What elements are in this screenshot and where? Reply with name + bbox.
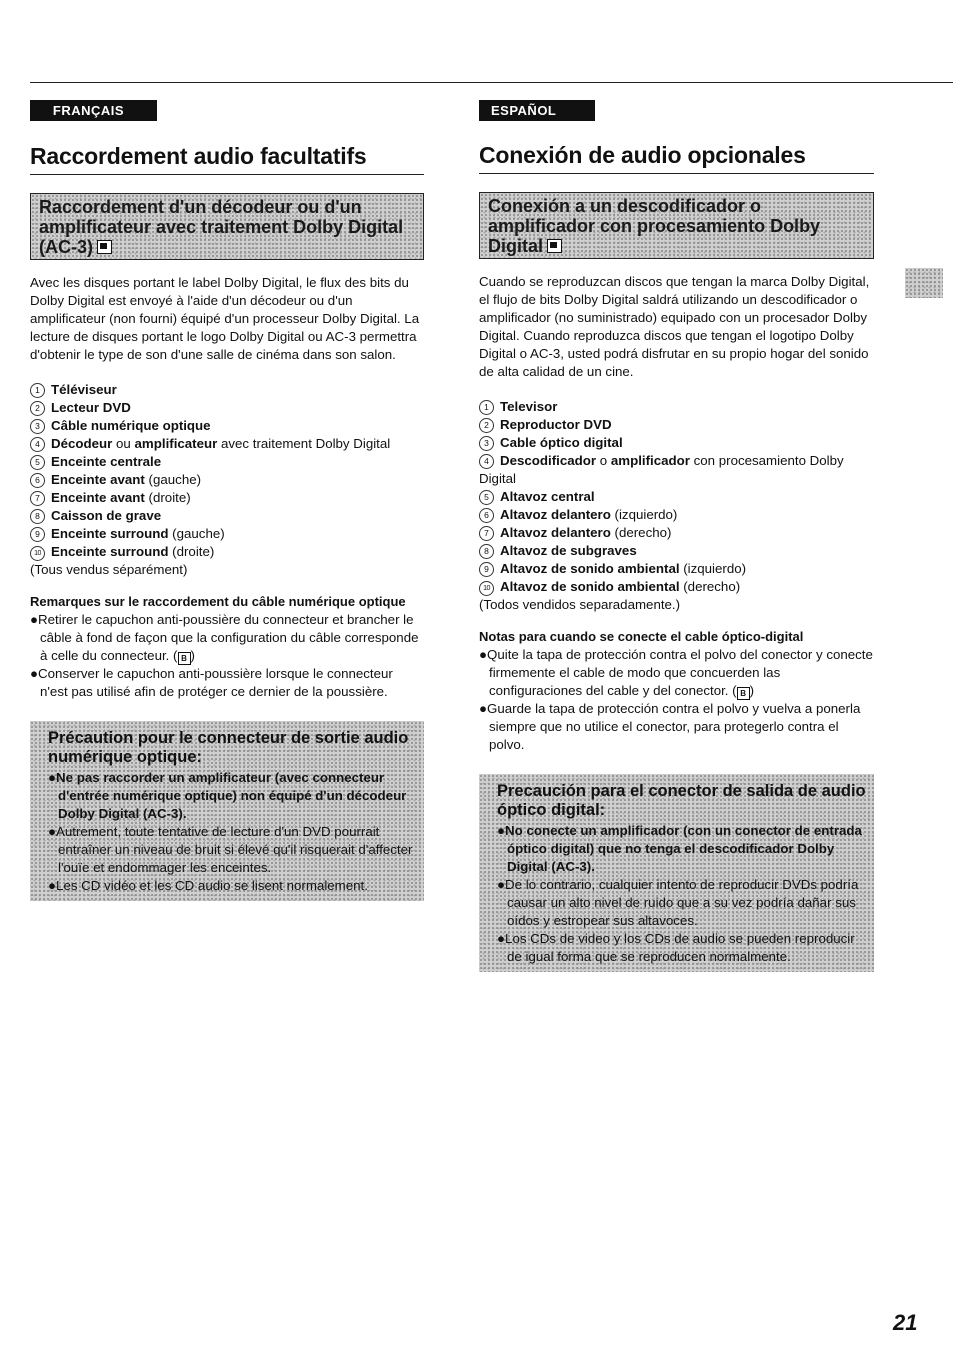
list-item: ●Retirer le capuchon anti-poussière du connecteur et brancher le câble à fond de façon que la configuration du câble corresponde à celle du connecteur. ( B ) (30, 612, 419, 663)
circled-number-icon: 4 (479, 454, 494, 469)
caution-box (30, 721, 424, 901)
list-item: 4 Décodeur ou amplificateur avec traitement Dolby Digital (30, 435, 424, 453)
circled-number-icon: 3 (479, 436, 494, 451)
list-item: ●Conserver le capuchon anti-poussière lorsque le connecteur n'est pas utilisé afin de protéger ce dernier de la poussière. (30, 666, 393, 699)
list-item: ●Les CD vidéo et les CD audio se lisent normalement. (48, 878, 368, 893)
list-item: 7 Enceinte avant (droite) (30, 489, 424, 507)
list-item: 6 Altavoz delantero (izquierdo) (479, 506, 874, 524)
circled-number-icon: 6 (479, 508, 494, 523)
page-number: 21 (893, 1310, 918, 1335)
reference-b-icon: B (178, 652, 191, 665)
list-item: 1 Televisor (479, 398, 874, 416)
subsection-heading-text: Raccordement d'un décodeur ou d'un amplificateur avec traitement Dolby Digital (AC-3) (39, 197, 404, 257)
circled-number-icon: 8 (479, 544, 494, 559)
subsection-heading (479, 192, 874, 259)
intro-paragraph: Avec les disques portant le label Dolby Digital, le flux des bits du Dolby Digital est envoyé à l'aide d'un décodeur ou d'un amplificateur (non fourni) équipé d'un processeur Dolby Digital. La lecture de disques portant le logo Dolby Digital ou AC-3 permettra d'obtenir le type de son d'une salle de cinéma dans son salon. (30, 275, 420, 362)
reference-b-icon: B (737, 687, 750, 700)
caution-list (497, 822, 866, 966)
list-item: 5 Altavoz central (479, 488, 874, 506)
notes-list (30, 611, 424, 701)
list-item: 8 Altavoz de subgraves (479, 542, 874, 560)
notes-title: Remarques sur le raccordement du câble numérique optique (30, 594, 406, 609)
caution-title: Précaution pour le connecteur de sortie audio numérique optique: (48, 729, 409, 766)
circled-number-icon: 5 (30, 455, 45, 470)
language-tab: FRANÇAIS (30, 100, 157, 121)
component-list (30, 381, 424, 561)
book-icon (97, 240, 112, 254)
circled-number-icon: 2 (479, 418, 494, 433)
circled-number-icon: 8 (30, 509, 45, 524)
component-list (479, 398, 874, 596)
circled-number-icon: 9 (479, 562, 494, 577)
list-item: ●De lo contrario, cualquier intento de reproducir DVDs podría causar un alto nivel de ruido que a su vez podría dañar sus oídos y estropear sus altavoces. (497, 877, 859, 928)
component-list-note: (Tous vendus séparément) (30, 562, 188, 577)
caution-title: Precaución para el conector de salida de audio óptico digital: (497, 782, 866, 819)
notes-list (479, 646, 874, 754)
intro-paragraph: Cuando se reproduzcan discos que tengan la marca Dolby Digital, el flujo de bits Dolby Digital saldrá utilizando un descodificador o amplificador (no suministrado) equipado con un procesador Dolby Digital. Cuando reproduzca discos que tengan el logotipo Dolby Digital o AC-3, usted podrá disfrutar en su propio hogar del sonido de alta calidad de un cine. (479, 274, 870, 379)
list-item: 4 Descodificador o amplificador con procesamiento Dolby Digital (479, 453, 844, 486)
circled-number-icon: 2 (30, 401, 45, 416)
circled-number-icon: 1 (30, 383, 45, 398)
section-title: Conexión de audio opcionales (479, 142, 874, 174)
list-item: 9 Enceinte surround (gauche) (30, 525, 424, 543)
list-item: ●Los CDs de video y los CDs de audio se pueden reproducir de igual forma que se reproducen normalmente. (497, 931, 855, 964)
top-rule (30, 82, 953, 83)
circled-number-icon: 7 (30, 491, 45, 506)
section-title: Raccordement audio facultatifs (30, 143, 424, 175)
circled-number-icon: 9 (30, 527, 45, 542)
circled-number-icon: 4 (30, 437, 45, 452)
book-icon (547, 239, 562, 253)
circled-number-icon: 5 (479, 490, 494, 505)
circled-number-icon: 1 (479, 400, 494, 415)
side-tab-mark (905, 268, 943, 298)
notes-title: Notas para cuando se conecte el cable óptico-digital (479, 629, 804, 644)
component-list-note: (Todos vendidos separadamente.) (479, 597, 681, 612)
list-item: 2 Reproductor DVD (479, 416, 874, 434)
list-item: 2 Lecteur DVD (30, 399, 424, 417)
list-item: 7 Altavoz delantero (derecho) (479, 524, 874, 542)
list-item: ●Quite la tapa de protección contra el polvo del conector y conecte firmemente el cable de modo que concuerden las configuraciones del cable y del conector. ( B ) (479, 647, 873, 698)
column-francais (30, 100, 424, 901)
list-item: ●Ne pas raccorder un amplificateur (avec connecteur d'entrée numérique optique) non équipé d'un décodeur Dolby Digital (AC-3). (48, 770, 407, 821)
subsection-heading (30, 193, 424, 260)
list-item: 10 Altavoz de sonido ambiental (derecho) (479, 578, 874, 596)
circled-number-icon: 10 (479, 581, 494, 596)
list-item: 9 Altavoz de sonido ambiental (izquierdo) (479, 560, 874, 578)
list-item: ●Autrement, toute tentative de lecture d'un DVD pourrait entraîner un niveau de bruit si élevé qu'il risquerait d'affecter l'ouïe et endommager les enceintes. (48, 824, 413, 875)
circled-number-icon: 10 (30, 546, 45, 561)
list-item: 8 Caisson de grave (30, 507, 424, 525)
circled-number-icon: 7 (479, 526, 494, 541)
list-item: 5 Enceinte centrale (30, 453, 424, 471)
list-item: 3 Cable óptico digital (479, 434, 874, 452)
caution-box (479, 774, 874, 972)
caution-list (48, 769, 416, 895)
list-item: ●Guarde la tapa de protección contra el polvo y vuelva a ponerla siempre que no utilice el conector, para protegerlo contra el polvo. (479, 701, 861, 752)
circled-number-icon: 3 (30, 419, 45, 434)
language-tab: ESPAÑOL (479, 100, 595, 121)
list-item: 10 Enceinte surround (droite) (30, 543, 424, 561)
circled-number-icon: 6 (30, 473, 45, 488)
column-espanol (479, 100, 874, 972)
list-item: 3 Câble numérique optique (30, 417, 424, 435)
list-item: 1 Téléviseur (30, 381, 424, 399)
subsection-heading-text: Conexión a un descodificador o amplificador con procesamiento Dolby Digital (488, 196, 821, 256)
list-item: 6 Enceinte avant (gauche) (30, 471, 424, 489)
list-item: ●No conecte un amplificador (con un conector de entrada óptico digital) que no tenga el descodificador Dolby Digital (AC-3). (497, 823, 862, 874)
